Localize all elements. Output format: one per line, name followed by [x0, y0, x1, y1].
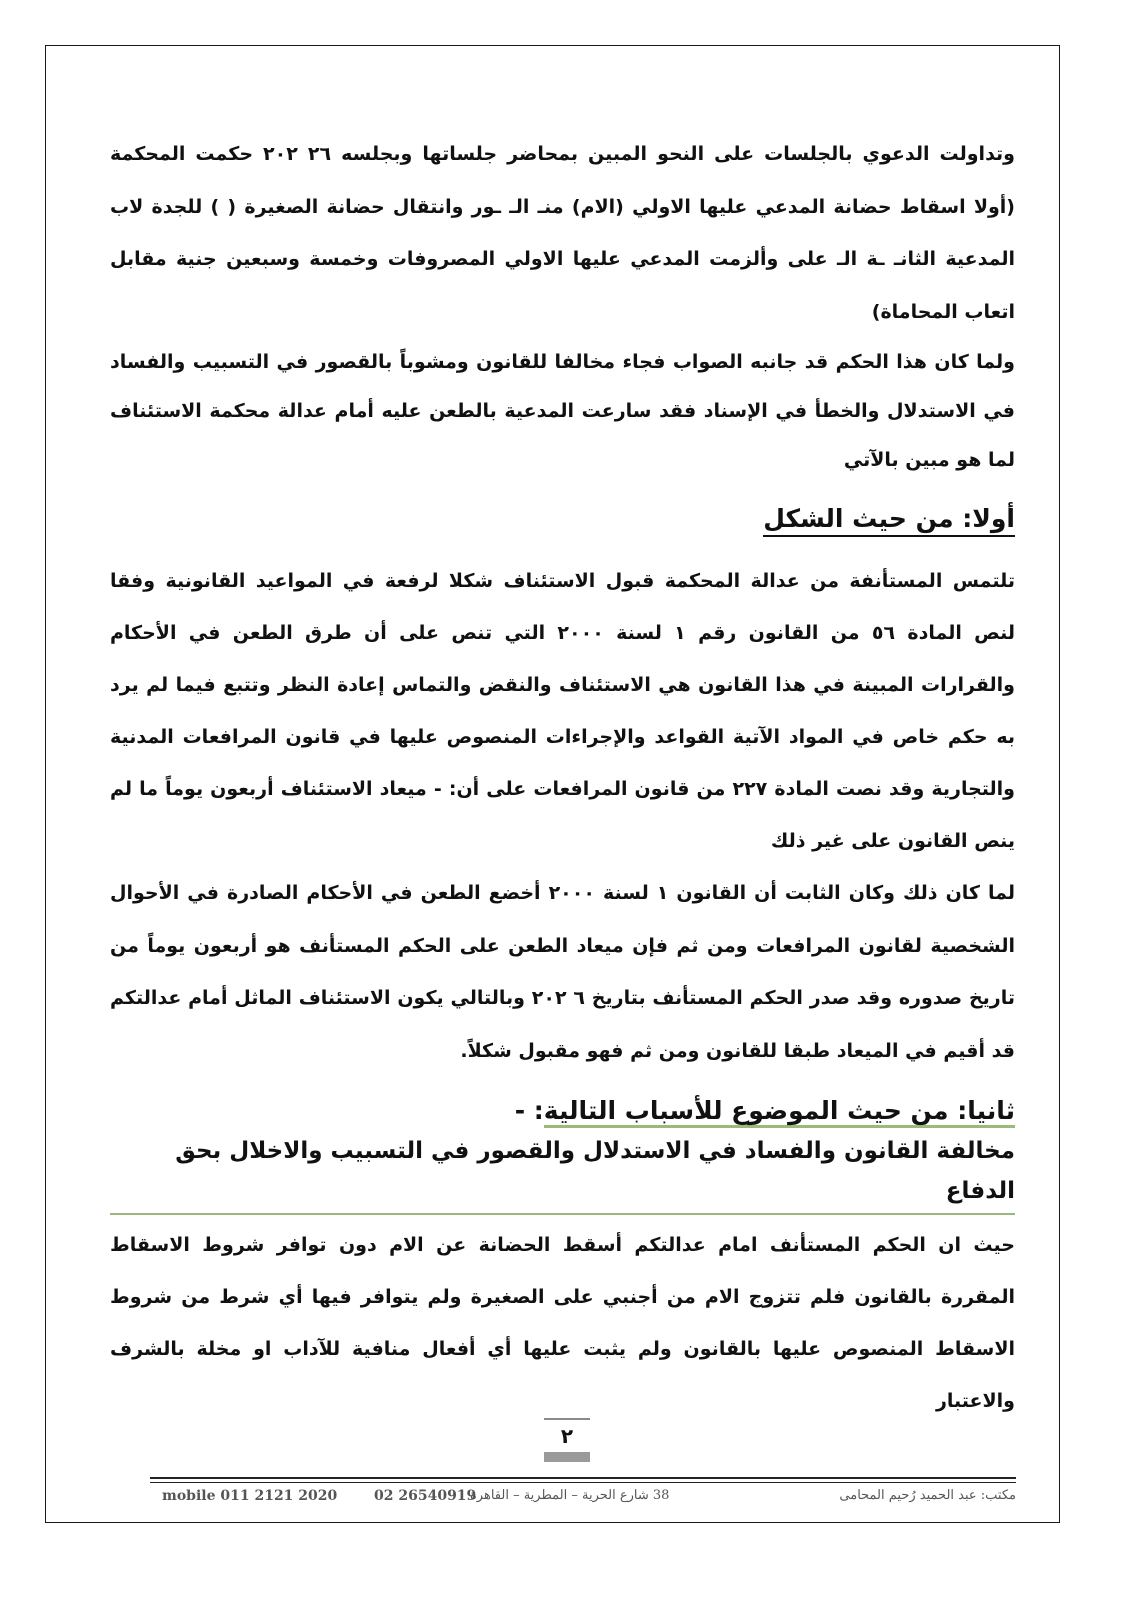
- heading-subject-prefix: ثانيا: [967, 1096, 1015, 1125]
- heading-subject-title: من حيث الموضوع للأسباب التالية: [543, 1096, 949, 1125]
- heading-subject: ثانيا: من حيث الموضوع للأسباب التالية: -: [110, 1091, 1015, 1131]
- page-number-block: [540, 1418, 594, 1462]
- paragraph-ruling: وتداولت الدعوي بالجلسات على النحو المبين بمحاضر جلساتها وبجلسه ٢٦ ٢٠٢ حكمت المحكمة (أولا اسقاط حضانة المدعي عليها الاولي (الام) منـ الـ ـور وانتقال حضانة الصغيرة ( ) للجدة لاب المدعية الثانـ ـة الـ على وألزمت المدعي عليها الاولي المصروفات وخمسة وسبعين جنية مقابل اتعاب المحاماة): [110, 143, 1015, 323]
- footer-mobile: mobile 011 2121 2020: [162, 1488, 338, 1504]
- paragraph-deadline: لما كان ذلك وكان الثابت أن القانون ١ لسنة ٢٠٠٠ أخضع الطعن في الأحكام الصادرة في الأحوال الشخصية لقانون المرافعات ومن ثم فإن ميعاد الطعن على الحكم المستأنف هو أربعون يوماً من تاريخ صدوره وقد صدر الحكم المستأنف بتاريخ ٦ ٢٠٢ وبالتالي يكون الاستئناف الماثل أمام عدالتكم قد أقيم في الميعاد طبقا للقانون ومن ثم فهو مقبول شكلاً.: [110, 882, 1016, 1062]
- paragraph-form-argument: تلتمس المستأنفة من عدالة المحكمة قبول الاستئناف شكلا لرفعة في المواعيد القانونية وفقا لنص المادة ٥٦ من القانون رقم ١ لسنة ٢٠٠٠ التي تنص على أن طرق الطعن في الأحكام والقرارات المبينة في هذا القانون هي الاستئناف والنقض والتماس إعادة النظر وتتبع فيما لم يرد به حكم خاص في المواد الآتية القواعد والإجراءات المنصوص عليها في قانون المرافعات المدنية والتجارية وقد نصت المادة ٢٢٧ من قانون المرافعات على أن: - ميعاد الاستئناف أربعون يوماً ما لم ينص القانون على غير ذلك: [110, 570, 1015, 852]
- document-body: [110, 128, 1015, 1427]
- page-number-bar: [544, 1452, 590, 1462]
- heading-form-prefix: أولا: [972, 504, 1015, 533]
- footer-rule-bottom: [150, 1482, 1016, 1483]
- sub-heading-violation: مخالفة القانون والفساد في الاستدلال والقصور في التسبيب والاخلال بحق الدفاع: [110, 1131, 1015, 1215]
- footer-address: 38 شارع الحرية – المطرية – القاهرة: [470, 1488, 670, 1503]
- footer-phone: 02 26540919: [374, 1488, 477, 1504]
- paragraph-appeal-grounds: ولما كان هذا الحكم قد جانبه الصواب فجاء مخالفا للقانون ومشوباً بالقصور في التسبيب والفساد في الاستدلال والخطأ في الإسناد فقد سارعت المدعية بالطعن عليه أمام عدالة محكمة الاستئناف لما هو مبين بالآتي: [110, 351, 1015, 471]
- footer-office: مكتب: عبد الحميد رُحيم المحامى: [839, 1488, 1016, 1503]
- footer-rule-top: [150, 1477, 1016, 1479]
- page-number: ٢: [560, 1424, 574, 1448]
- heading-form-title: من حيث الشكل: [763, 504, 954, 533]
- heading-form: أولا: من حيث الشكل: [110, 499, 1015, 539]
- footer: [150, 1486, 1016, 1512]
- paragraph-custody: حيث ان الحكم المستأنف امام عدالتكم أسقط الحضانة عن الام دون توافر شروط الاسقاط المقررة بالقانون فلم تتزوج الام من أجنبي على الصغيرة ولم يتوافر فيها أي شرط من شروط الاسقاط المنصوص عليها بالقانون ولم يثبت عليها أي أفعال منافية للآداب او مخلة بالشرف والاعتبار: [110, 1234, 1015, 1412]
- page-number-top-rule: [544, 1418, 590, 1420]
- heading-subject-suffix: : -: [514, 1096, 544, 1125]
